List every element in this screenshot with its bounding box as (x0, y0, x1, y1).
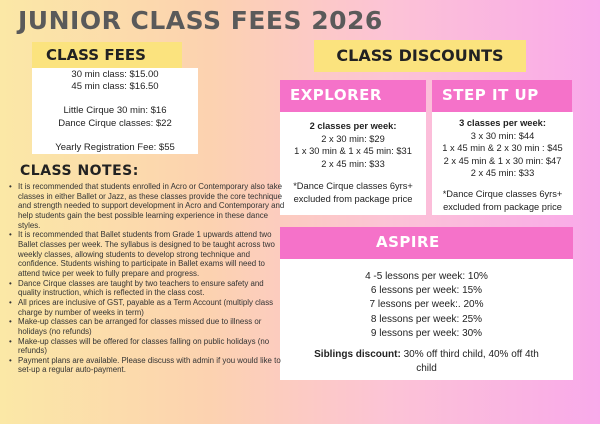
step-it-up-line: 3 x 30 min: $44 (470, 130, 535, 141)
aspire-line: 8 lessons per week: 25% (370, 313, 483, 325)
fee-line: Little Cirque 30 min: $16 (63, 105, 167, 117)
class-note-item: • Dance Cirque classes are taught by two teachers to ensure safety and quality instruction, which is reflected in the class cost. (18, 279, 286, 298)
aspire-line: 4 -5 lessons per week: 10% (365, 271, 488, 282)
step-it-up-line: 2 x 45 min: $33 (470, 168, 535, 179)
class-note-item: • It is recommended that Ballet students from Grade 1 upwards attend two Ballet classes per week. The syllabus is designed to be taught across two weekly classes, allowing students to develop strong technique and confidence. Students wishing to participate in Ballet exams will need to attend twice per week to fully prepare and progress. (18, 230, 286, 278)
step-it-up-line: 2 x 45 min & 1 x 30 min: $47 (443, 155, 562, 166)
class-fees-heading: CLASS FEES (32, 42, 182, 69)
class-fees-panel (32, 68, 198, 154)
class-discounts-heading: CLASS DISCOUNTS (314, 40, 526, 72)
aspire-heading: ASPIRE (280, 227, 573, 259)
class-note-item: • Make-up classes will be offered for classes falling on public holidays (no refunds) (18, 337, 286, 356)
explorer-line: 2 x 45 min: $33 (321, 158, 385, 169)
step-it-up-panel (432, 112, 573, 215)
page-title: JUNIOR CLASS FEES 2026 (18, 6, 383, 35)
aspire-panel (280, 259, 573, 380)
step-it-up-note: *Dance Cirque classes 6yrs+ excluded from package price (442, 188, 563, 212)
fee-line: Dance Cirque classes: $22 (58, 117, 172, 129)
siblings-discount (280, 348, 573, 376)
class-note-item: • Payment plans are available. Please discuss with admin if you would like to set-up a regular auto-payment. (18, 356, 286, 375)
aspire-line: 6 lessons per week: 15% (370, 285, 483, 297)
fee-line: 45 min class: $16.50 (71, 81, 159, 93)
explorer-subheading: 2 classes per week: (309, 121, 397, 131)
explorer-line: 2 x 30 min: $29 (321, 133, 385, 144)
aspire-line: 9 lessons per week: 30% (370, 327, 483, 339)
siblings-discount-text: 30% off third child, 40% off 4th child (400, 349, 539, 375)
class-notes-list (7, 182, 286, 375)
class-notes-heading: CLASS NOTES: (20, 163, 139, 179)
step-it-up-heading: STEP IT UP (432, 80, 572, 112)
aspire-line: 7 lessons per week:. 20% (369, 299, 484, 311)
step-it-up-subheading: 3 classes per week: (459, 118, 546, 128)
siblings-discount-label: Siblings discount: (314, 349, 401, 361)
explorer-line: 1 x 30 min & 1 x 45 min: $31 (294, 146, 412, 157)
fee-line: 30 min class: $15.00 (71, 69, 159, 80)
explorer-heading: EXPLORER (280, 80, 426, 112)
class-note-item: • Make-up classes can be arranged for classes missed due to illness or holidays (no refunds) (18, 317, 286, 336)
explorer-panel (280, 112, 426, 215)
class-note-item: • It is recommended that students enrolled in Acro or Contemporary also take classes in either Ballet or Jazz, as these classes provide the core technique and strength needed to support development in Acro and Contemporary and help students gain the best possible learning experience in these dance styles. (18, 182, 286, 230)
class-note-item: • All prices are inclusive of GST, payable as a Term Account (multiply class charge by number of weeks in term) (18, 298, 286, 317)
fee-line: Yearly Registration Fee: $55 (55, 141, 175, 153)
step-it-up-line: 1 x 45 min & 2 x 30 min : $45 (442, 143, 563, 154)
explorer-note: *Dance Cirque classes 6yrs+ excluded from package price (293, 181, 413, 204)
